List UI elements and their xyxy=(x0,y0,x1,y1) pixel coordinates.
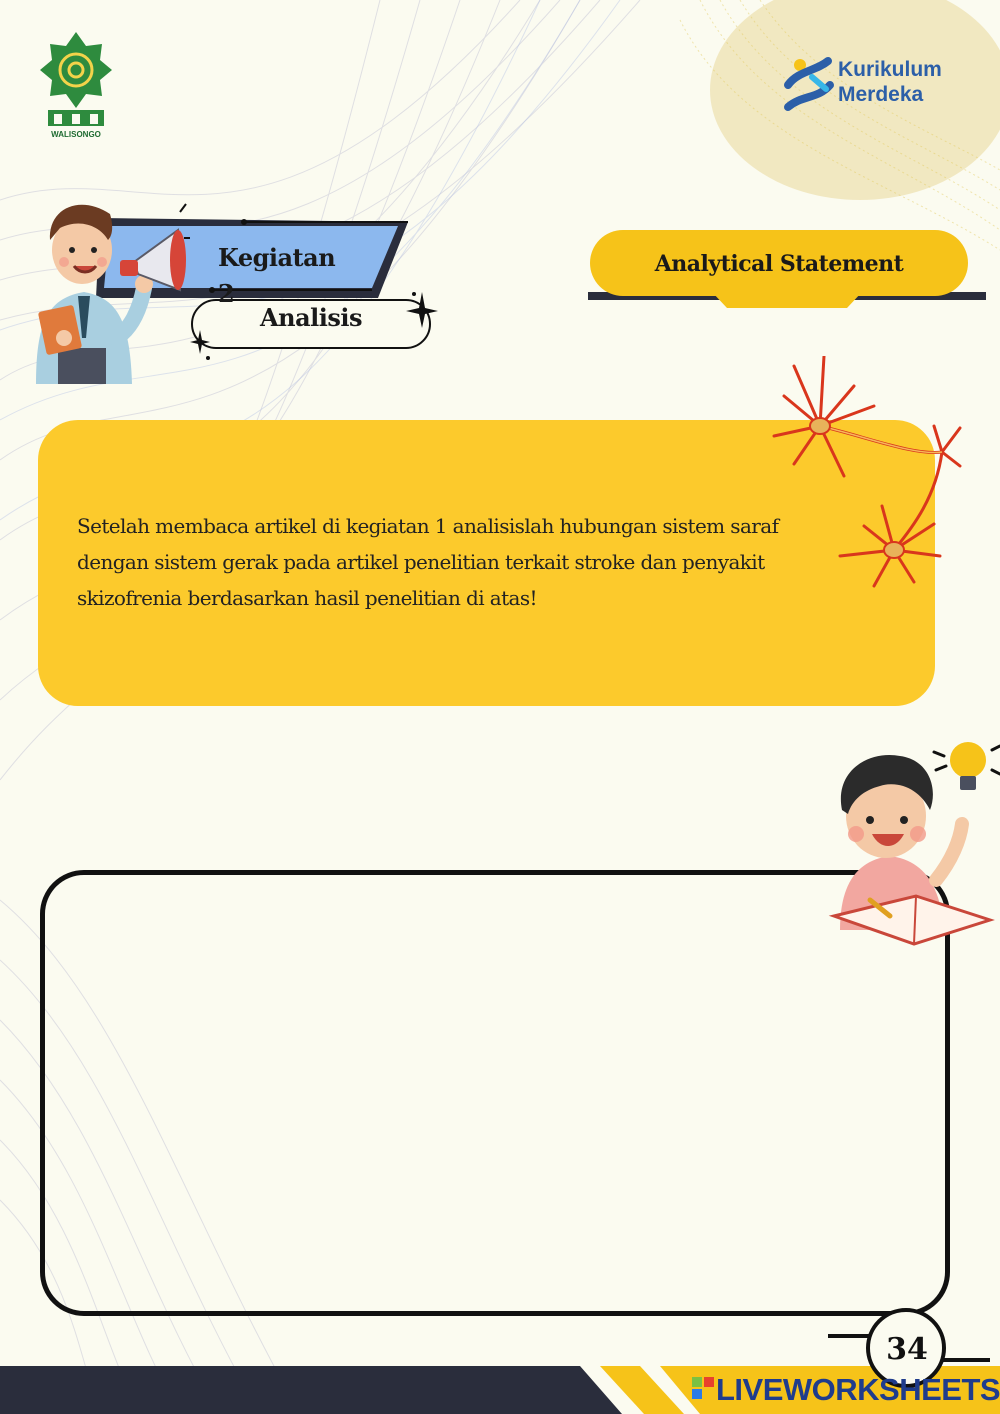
instruction-text: Setelah membaca artikel di kegiatan 1 analisislah hubungan sistem saraf dengan sistem gerak pada artikel penelitian terkait stroke dan penyakit skizofrenia berdasarkan hasil penelitian di atas! xyxy=(77,514,779,610)
merdeka-text: Merdeka xyxy=(838,83,924,106)
walisongo-label: WALISONGO xyxy=(51,130,101,139)
activity-subtitle: Analisis xyxy=(260,303,362,332)
page-number: 34 xyxy=(886,1332,928,1367)
liveworksheets-icon xyxy=(692,1377,714,1399)
kurikulum-text: Kurikulum xyxy=(838,58,942,81)
activity-label: Kegiatan 2 xyxy=(218,243,336,308)
liveworksheets-brand[interactable]: LIVEWORKSHEETS xyxy=(716,1372,1000,1407)
section-label: Analytical Statement xyxy=(654,251,904,277)
